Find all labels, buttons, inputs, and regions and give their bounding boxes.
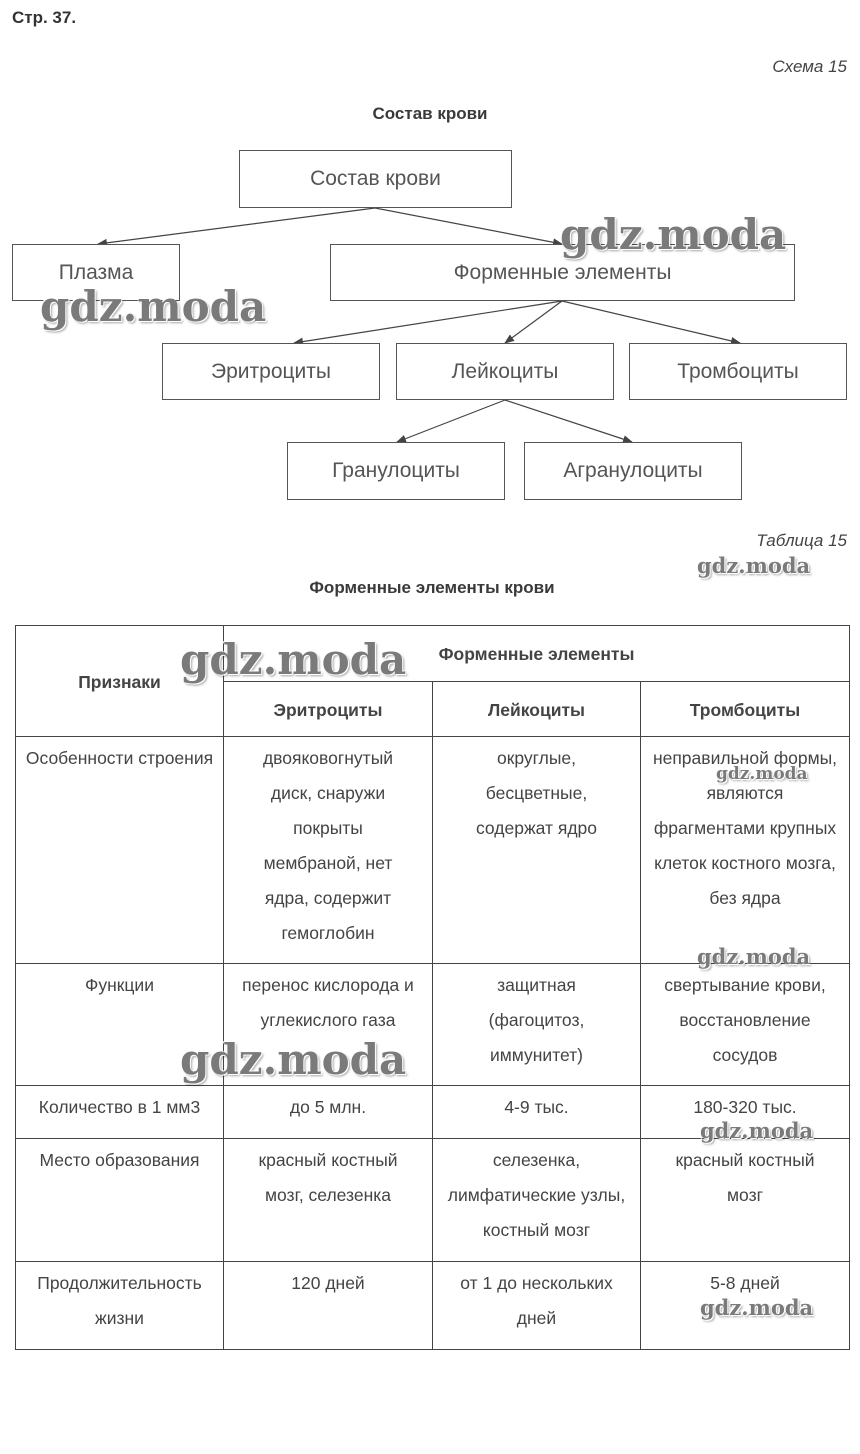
header-platelets: Тромбоциты bbox=[641, 682, 850, 737]
cell-erythrocytes: двояковогнутый диск, снаружи покрыты мембраной, нет ядра, содержит гемоглобин bbox=[224, 737, 433, 964]
cell-erythrocytes: перенос кислорода и углекислого газа bbox=[224, 964, 433, 1086]
row-feature: Функции bbox=[16, 964, 224, 1086]
scheme-caption: Схема 15 bbox=[772, 57, 847, 76]
cell-platelets: 5-8 дней bbox=[641, 1262, 850, 1350]
watermark-logo: gdz.moda bbox=[700, 1118, 814, 1143]
row-feature: Место образования bbox=[16, 1139, 224, 1262]
header-formed-elements: Форменные элементы bbox=[224, 626, 850, 682]
watermark-logo: gdz.moda bbox=[560, 210, 787, 259]
table-header-row bbox=[16, 626, 850, 682]
node-formed-elements: Форменные элементы bbox=[330, 244, 795, 301]
cell-platelets: неправильной формы, являются фрагментами крупных клеток костного мозга, без ядра bbox=[641, 737, 850, 964]
cell-erythrocytes: до 5 млн. bbox=[224, 1086, 433, 1139]
watermark-logo: gdz.moda bbox=[40, 282, 267, 331]
arrow-formed-to-platelets bbox=[562, 301, 740, 343]
header-features: Признаки bbox=[16, 626, 224, 737]
watermark-logo: gdz.moda bbox=[716, 764, 808, 784]
arrow-formed-to-leukocytes bbox=[505, 301, 562, 343]
cell-leukocytes: от 1 до нескольких дней bbox=[433, 1262, 641, 1350]
watermark-logo: gdz.moda bbox=[180, 635, 407, 684]
node-blood-composition: Состав крови bbox=[239, 150, 512, 208]
node-agranulocytes: Агранулоциты bbox=[524, 442, 742, 500]
row-feature: Особенности строения bbox=[16, 737, 224, 964]
table-row bbox=[16, 1139, 850, 1262]
arrow-leukocytes-to-granulocytes bbox=[397, 400, 505, 442]
watermark-logo: gdz.moda bbox=[697, 553, 811, 578]
watermark-logo: gdz.moda bbox=[697, 944, 811, 969]
table-caption: Таблица 15 bbox=[756, 531, 847, 550]
node-erythrocytes: Эритроциты bbox=[162, 343, 380, 400]
row-feature: Количество в 1 мм3 bbox=[16, 1086, 224, 1139]
node-platelets: Тромбоциты bbox=[629, 343, 847, 400]
node-plasma: Плазма bbox=[12, 244, 180, 301]
watermark-logo: gdz.moda bbox=[180, 1035, 407, 1084]
arrow-leukocytes-to-agranulocytes bbox=[505, 400, 632, 442]
page-number: Стр. 37. bbox=[12, 8, 77, 27]
table-row bbox=[16, 737, 850, 964]
cell-erythrocytes: красный костный мозг, селезенка bbox=[224, 1139, 433, 1262]
table-row bbox=[16, 1262, 850, 1350]
table-row bbox=[16, 1086, 850, 1139]
table-row bbox=[16, 964, 850, 1086]
cell-leukocytes: защитная (фагоцитоз, иммунитет) bbox=[433, 964, 641, 1086]
header-leukocytes: Лейкоциты bbox=[433, 682, 641, 737]
arrow-root-to-formed bbox=[375, 208, 562, 244]
cell-leukocytes: округлые, бесцветные, содержат ядро bbox=[433, 737, 641, 964]
cell-erythrocytes: 120 дней bbox=[224, 1262, 433, 1350]
arrow-formed-to-erythrocytes bbox=[294, 301, 562, 343]
formed-elements-table bbox=[15, 625, 850, 1350]
table-title: Форменные элементы крови bbox=[309, 578, 555, 597]
cell-platelets: свертывание крови, восстановление сосудов bbox=[641, 964, 850, 1086]
header-erythrocytes: Эритроциты bbox=[224, 682, 433, 737]
arrow-root-to-plasma bbox=[98, 208, 375, 244]
cell-platelets: 180-320 тыс. bbox=[641, 1086, 850, 1139]
cell-leukocytes: селезенка, лимфатические узлы, костный мозг bbox=[433, 1139, 641, 1262]
node-granulocytes: Гранулоциты bbox=[287, 442, 505, 500]
scheme-title: Состав крови bbox=[372, 104, 488, 123]
watermark-logo: gdz.moda bbox=[700, 1295, 814, 1320]
row-feature: Продолжительность жизни bbox=[16, 1262, 224, 1350]
cell-leukocytes: 4-9 тыс. bbox=[433, 1086, 641, 1139]
node-leukocytes: Лейкоциты bbox=[396, 343, 614, 400]
cell-platelets: красный костный мозг bbox=[641, 1139, 850, 1262]
